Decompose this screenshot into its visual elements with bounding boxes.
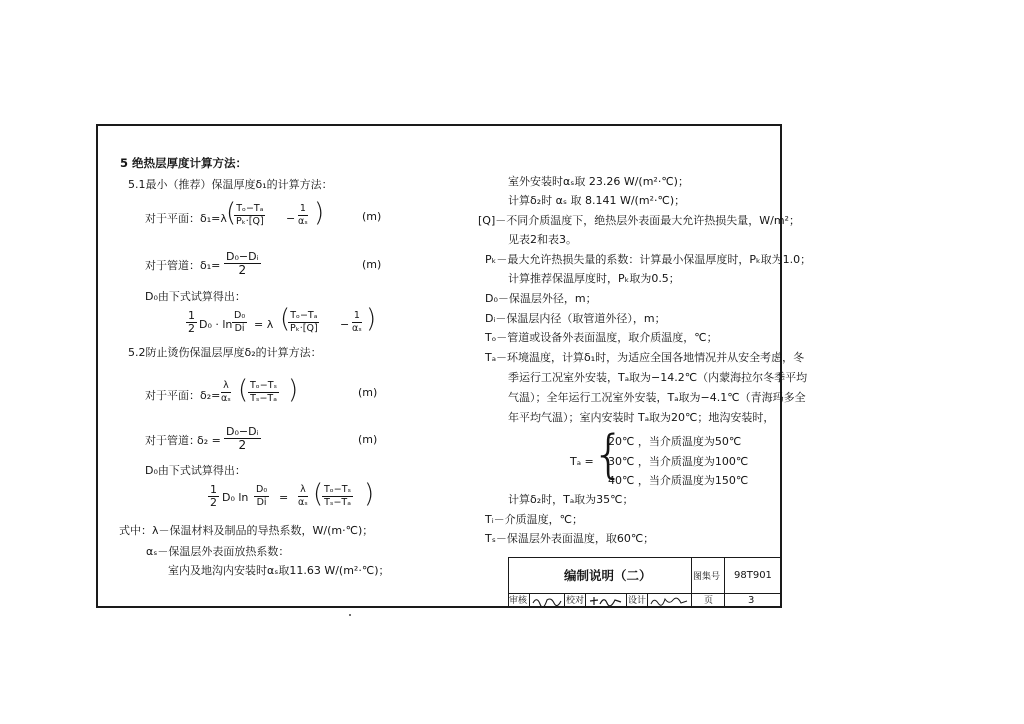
right-line-11: 季运行工况室外安装，Tₐ取为−14.2℃（内蒙海拉尔冬季平均 xyxy=(508,371,808,384)
minus-sign: − xyxy=(340,318,350,331)
right-line-5: Pₖ－最大允许热损失量的系数：计算最小保温厚度时，Pₖ取为1.0； xyxy=(485,253,812,266)
pipe-formula-2-fraction: $\frac{\text{D₀−Dᵢ}}{2}$ xyxy=(226,425,259,452)
title-block-top-rule xyxy=(508,557,781,558)
designer-signature xyxy=(649,595,689,607)
page-no-value: 3 xyxy=(748,595,755,606)
right-line-16: Tₛ－保温层外表面温度，取60℃； xyxy=(485,532,655,545)
title-block-divider xyxy=(529,593,530,607)
eq2-ln-fraction: $\frac{\text{D₀}}{Di}$ xyxy=(256,484,268,508)
right-line-15: Tᵢ－介质温度，℃； xyxy=(485,513,584,526)
right-line-4: 见表2和表3。 xyxy=(508,233,577,246)
pipe-formula-1-lhs: δ₁= xyxy=(200,259,221,272)
title-block-title: 编制说明（二） xyxy=(564,568,652,583)
right-line-14: 计算δ₂时，Tₐ取为35℃； xyxy=(508,493,634,506)
pipe-formula-1-fraction: $\frac{\text{D₀−Dᵢ}}{2}$ xyxy=(226,250,259,277)
eq1-equals-lambda: = λ xyxy=(254,318,274,331)
right-line-12: 气温）；全年运行工况室外安装，Tₐ取为−4.1℃（青海玛多全 xyxy=(508,391,806,404)
unit-m-4: (m) xyxy=(358,433,378,446)
eq2-equals: = xyxy=(279,491,289,504)
paren-open: ( xyxy=(238,375,249,405)
pipe-label-2: 对于管道： xyxy=(145,434,200,447)
title-block-mid-rule xyxy=(508,593,781,594)
plane-label-2: 对于平面： xyxy=(145,389,200,402)
d0-note-1: D₀由下式试算得出： xyxy=(145,290,246,303)
paren-open: ( xyxy=(226,198,237,228)
unit-m-2: (m) xyxy=(362,258,382,271)
title-block-divider xyxy=(691,557,692,607)
reviewer-signature xyxy=(531,595,563,607)
right-line-10: Tₐ－环境温度，计算δ₁时，为适应全国各地情况并从安全考虑，冬 xyxy=(485,351,805,364)
eq2-half: $\frac{1}{2}$ xyxy=(210,483,217,509)
title-block-divider xyxy=(647,593,648,607)
paren-close: ) xyxy=(364,479,375,509)
unit-m-1: (m) xyxy=(362,210,382,223)
eq2-lambda-fraction: $\frac{\lambda}{\text{αₛ}}$ xyxy=(298,484,308,508)
title-block-divider xyxy=(564,593,565,607)
ta-case-3: 40℃ ，当介质温度为150℃ xyxy=(608,474,749,487)
eq1-mid: D₀ · ln xyxy=(199,318,233,331)
right-line-2: 计算δ₂时 αₛ 取 8.141 W/(m²·℃)； xyxy=(508,194,686,207)
atlas-no-label: 图集号 xyxy=(693,572,721,582)
section-5-1-heading: 5.1最小（推荐）保温厚度δ₁的计算方法： xyxy=(128,178,333,191)
right-line-8: Dᵢ－保温层内径（取管道外径），m； xyxy=(485,312,666,325)
check-label: 校对 xyxy=(566,596,585,606)
eq1-fraction-2: $\frac{1}{\text{αₛ}}$ xyxy=(352,310,362,334)
plane-formula-2-lambda-fraction: $\frac{\lambda}{\text{αₛ}}$ xyxy=(221,380,231,404)
review-label: 审核 xyxy=(509,596,528,606)
pipe-label-1: 对于管道： xyxy=(145,259,200,272)
ta-case-2: 30℃ ，当介质温度为100℃ xyxy=(608,455,749,468)
minus-sign: − xyxy=(286,212,296,225)
where-line-1: 式中：λ－保温材料及制品的导热系数，W/(m·℃)； xyxy=(119,524,374,537)
plane-formula-1-fraction: $\frac{\text{Tₒ−Tₐ}}{\text{Pₖ·[Q]}}$ xyxy=(236,203,264,227)
checker-signature xyxy=(588,595,624,607)
paren-close: ) xyxy=(288,375,299,405)
plane-formula-1-lhs: δ₁=λ xyxy=(200,212,227,225)
paren-open: ( xyxy=(280,304,291,334)
plane-formula-1-fraction-2: $\frac{1}{\text{αₛ}}$ xyxy=(298,203,308,227)
design-label: 设计 xyxy=(628,596,647,606)
title-block-divider xyxy=(724,557,725,607)
where-line-2: αₛ－保温层外表面放热系数： xyxy=(146,545,290,558)
section-5-heading: 5 绝热层厚度计算方法： xyxy=(120,156,248,170)
section-5-2-heading: 5.2防止烫伤保温层厚度δ₂的计算方法： xyxy=(128,346,322,359)
unit-m-3: (m) xyxy=(358,386,378,399)
d0-note-2: D₀由下式试算得出： xyxy=(145,464,246,477)
ta-case-1: 20℃ ，当介质温度为50℃ xyxy=(608,435,742,448)
right-line-7: D₀－保温层外径，m； xyxy=(485,292,597,305)
paren-open: ( xyxy=(313,479,324,509)
right-line-1: 室外安装时αₛ取 23.26 W/(m²·℃)； xyxy=(508,175,689,188)
brace-icon: { xyxy=(592,425,626,485)
plane-formula-2-lhs: δ₂= xyxy=(200,389,221,402)
plane-label-1: 对于平面： xyxy=(145,212,200,225)
scan-speck xyxy=(349,614,351,616)
eq2-fraction: $\frac{\text{Tₒ−Tₛ}}{\text{Tₛ−Tₐ}}$ xyxy=(324,484,352,508)
eq2-mid: D₀ ln xyxy=(222,491,249,504)
eq1-half: $\frac{1}{2}$ xyxy=(188,309,195,335)
where-line-3: 室内及地沟内安装时αₛ取11.63 W/(m²·℃)； xyxy=(168,564,390,577)
right-line-9: Tₒ－管道或设备外表面温度，取介质温度，℃； xyxy=(485,331,718,344)
right-line-3: [Q]－不同介质温度下，绝热层外表面最大允许热损失量，W/m²； xyxy=(478,214,800,227)
paren-close: ) xyxy=(314,198,325,228)
right-line-6: 计算推荐保温厚度时，Pₖ取为0.5； xyxy=(508,272,680,285)
right-line-13: 年平均气温）；室内安装时 Tₐ取为20℃；地沟安装时， xyxy=(508,411,775,424)
title-block xyxy=(508,557,781,607)
paren-close: ) xyxy=(366,304,377,334)
title-block-divider xyxy=(585,593,586,607)
plane-formula-2-fraction: $\frac{\text{Tₒ−Tₛ}}{\text{Tₛ−Tₐ}}$ xyxy=(250,380,278,404)
ta-lhs: Tₐ = xyxy=(570,455,594,468)
title-block-divider xyxy=(626,593,627,607)
page-label: 页 xyxy=(704,596,714,606)
eq1-fraction: $\frac{\text{Tₒ−Tₐ}}{\text{Pₖ·[Q]}}$ xyxy=(290,310,318,334)
eq1-ln-fraction: $\frac{\text{D₀}}{Di}$ xyxy=(234,310,246,334)
pipe-formula-2-lhs: δ₂ = xyxy=(197,434,221,447)
atlas-no-value: 98T901 xyxy=(734,570,772,581)
